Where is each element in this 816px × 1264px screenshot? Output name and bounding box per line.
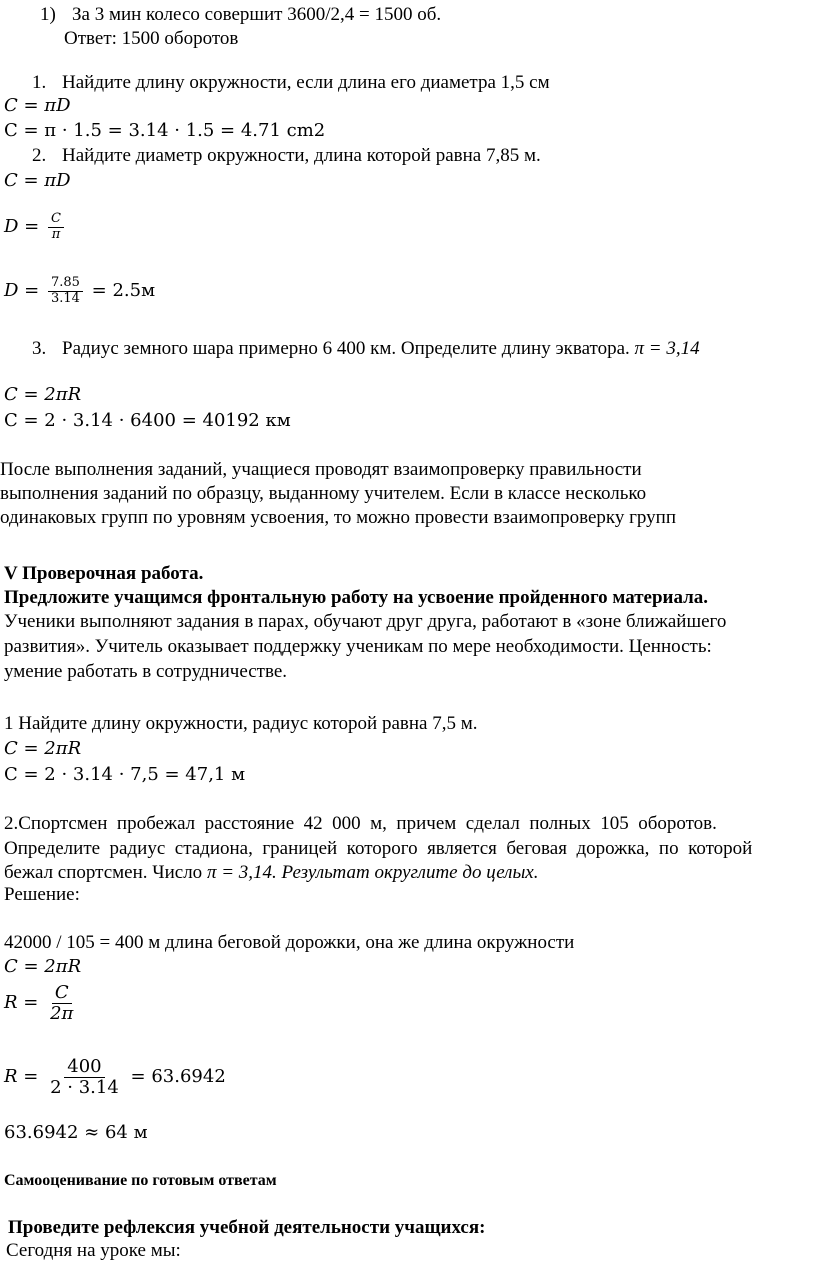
fraction (48, 212, 64, 242)
item-answer: Ответ: 1500 оборотов (64, 28, 239, 49)
task-text: Радиус земного шара примерно 6 400 км. Определите длину экватора. (62, 338, 630, 359)
paragraph-line: выполнения заданий по образцу, выданному учителем. Если в классе несколько (0, 483, 647, 504)
fraction-formula (4, 978, 79, 1028)
reflection-line: Сегодня на уроке мы: (6, 1240, 181, 1261)
fraction-numerator: 400 (64, 1057, 104, 1078)
formula: C = 2πR (4, 738, 82, 759)
paragraph-line (4, 862, 539, 884)
item-text: За 3 мин колесо совершит 3600/2,4 = 1500 об. (72, 4, 442, 25)
paragraph-line: Определите радиус стадиона, границей которого является беговая дорожка, по которой (4, 838, 753, 859)
fraction-numerator: 7.85 (48, 276, 83, 291)
fraction-numerator: C (52, 983, 72, 1004)
task-number: 1 (4, 713, 14, 734)
fraction-formula (4, 276, 155, 306)
task-number: 2. (32, 145, 47, 166)
formula-rhs: = 2.5м (91, 280, 156, 301)
task-text: Найдите диаметр окружности, длина которой равна 7,85 м. (62, 145, 541, 166)
self-evaluation-heading: Самооценивание по готовым ответам (4, 1172, 277, 1189)
formula-lhs: R = (4, 992, 39, 1013)
paragraph-text: бежал спортсмен. Число (4, 862, 203, 883)
task-number: 3. (32, 338, 47, 359)
calculation-line: 42000 / 105 = 400 м длина беговой дорожки, она же длина окружности (4, 932, 575, 953)
fraction (48, 276, 83, 306)
paragraph-line: умение работать в сотрудничестве. (4, 661, 288, 682)
fraction-denominator: 2 · 3.14 (50, 1076, 119, 1098)
task-text: Найдите длину окружности, радиус которой равна 7,5 м. (18, 713, 478, 734)
fraction (47, 983, 76, 1024)
fraction-denominator: π (51, 226, 61, 242)
task-number: 1. (32, 72, 47, 93)
pi-value: π = 3,14. Результат округлите до целых. (206, 862, 539, 883)
pi-value: π = 3,14 (634, 338, 700, 359)
task-text-with-pi (62, 338, 700, 360)
fraction-denominator: 2π (50, 1002, 74, 1024)
fraction-numerator: C (48, 212, 64, 227)
formula-lhs: D = (4, 216, 40, 237)
formula: C = π · 1.5 = 3.14 · 1.5 = 4.71 cm2 (4, 120, 326, 141)
solution-label: Решение: (4, 884, 80, 905)
section-subheading: Предложите учащимся фронтальную работу на усвоение пройденного материала. (4, 587, 709, 608)
formula: C = 2 · 3.14 · 6400 = 40192 км (4, 410, 291, 431)
task-text: Найдите длину окружности, если длина его диаметра 1,5 см (62, 72, 550, 93)
formula: C = 2πR (4, 956, 82, 977)
formula-lhs: R = (4, 1066, 39, 1087)
formula: C = 2πR (4, 384, 82, 405)
formula-lhs: D = (4, 280, 40, 301)
paragraph-line: развития». Учитель оказывает поддержку ученикам по мере необходимости. Ценность: (4, 636, 712, 657)
fraction-denominator: 3.14 (50, 290, 80, 306)
formula: C = πD (4, 170, 71, 191)
paragraph-line: 2.Спортсмен пробежал расстояние 42 000 м, причем сделал полных 105 оборотов. (4, 813, 717, 834)
formula: 63.6942 ≈ 64 м (4, 1122, 148, 1143)
fraction-formula (4, 1052, 226, 1102)
formula-rhs: = 63.6942 (130, 1066, 226, 1087)
fraction (47, 1057, 122, 1098)
reflection-heading: Проведите рефлексия учебной деятельности учащихся: (8, 1217, 486, 1238)
section-heading: V Проверочная работа. (4, 563, 204, 584)
check-task-1 (4, 713, 478, 735)
paragraph-line: После выполнения заданий, учащиеся проводят взаимопроверку правильности (0, 459, 642, 480)
fraction-formula (4, 212, 67, 242)
formula: C = 2 · 3.14 · 7,5 = 47,1 м (4, 764, 246, 785)
paragraph-line: Ученики выполняют задания в парах, обучают друг друга, работают в «зоне ближайшего (4, 611, 727, 632)
item-number: 1) (40, 4, 56, 25)
paragraph-line: одинаковых групп по уровням усвоения, то можно провести взаимопроверку групп (0, 507, 676, 528)
formula: C = πD (4, 95, 71, 116)
